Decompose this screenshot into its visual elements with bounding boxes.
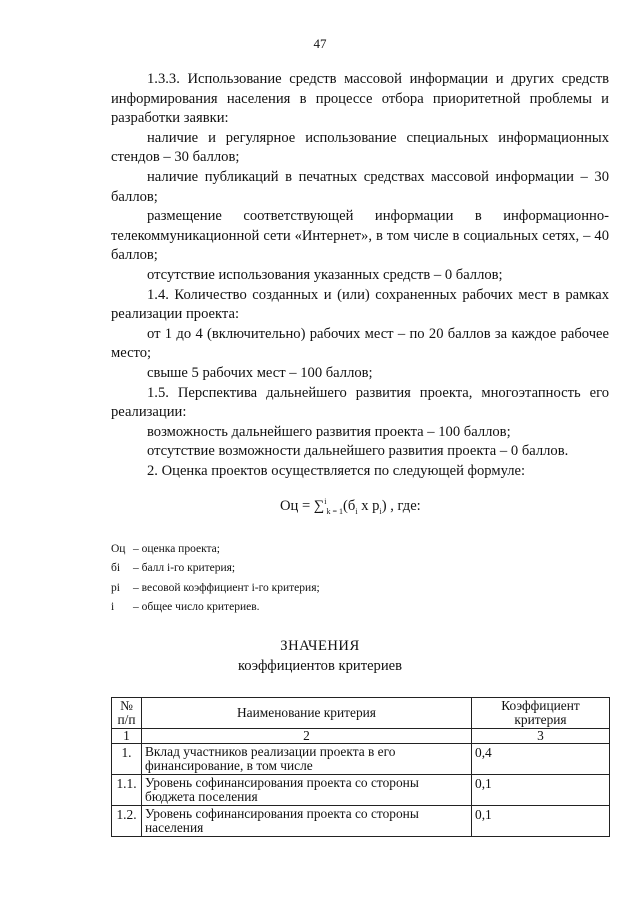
legend-symbol: pi xyxy=(111,581,120,594)
formula-sum-lower: k = 1 xyxy=(326,506,344,516)
paragraph-development-yes: возможность дальнейшего развития проекта – 100 баллов; xyxy=(147,423,511,440)
legend-row xyxy=(111,559,320,578)
document-body xyxy=(111,70,609,481)
row-coefficient: 0,1 xyxy=(472,806,610,837)
formula-index-b: i xyxy=(355,506,358,516)
score-formula xyxy=(280,497,421,516)
legend-text: – общее число критериев. xyxy=(133,601,260,614)
row-criterion: Уровень софинансирования проекта со стороны бюджета поселения xyxy=(142,775,472,806)
column-number: 2 xyxy=(142,729,472,744)
paragraph-jobs-1-4: от 1 до 4 (включительно) рабочих мест – по 20 баллов за каждое рабочее место; xyxy=(111,325,609,362)
formula-sum-upper: i xyxy=(324,497,327,506)
row-number: 1. xyxy=(112,744,142,775)
row-coefficient: 0,1 xyxy=(472,775,610,806)
row-coefficient: 0,4 xyxy=(472,744,610,775)
row-number: 1.2. xyxy=(112,806,142,837)
table-column-numbers-row xyxy=(112,729,610,744)
header-number: № п/п xyxy=(112,698,142,729)
legend-symbol: Оц xyxy=(111,543,126,555)
table-heading xyxy=(0,636,640,676)
legend-text: – весовой коэффициент i-го критерия; xyxy=(133,581,320,594)
legend-row xyxy=(111,579,320,598)
paragraph-development-no: отсутствие возможности дальнейшего развития проекта – 0 баллов. xyxy=(147,443,569,460)
formula-legend xyxy=(111,540,320,618)
header-coefficient: Коэффициент критерия xyxy=(472,698,610,729)
formula-close: ) xyxy=(381,497,387,514)
legend-row xyxy=(111,598,320,617)
legend-symbol: i xyxy=(111,601,115,614)
paragraph-1-4: 1.4. Количество созданных и (или) сохраненных рабочих мест в рамках реализации проекта: xyxy=(111,286,609,323)
formula-index-p: i xyxy=(379,506,382,516)
legend-text: – оценка проекта; xyxy=(133,543,220,555)
table-row xyxy=(112,806,610,837)
formula-lhs: Оц = xyxy=(280,497,314,514)
table-header-row xyxy=(112,698,610,729)
paragraph-publications: наличие публикаций в печатных средствах массовой информации – 30 баллов; xyxy=(111,168,609,205)
row-criterion: Уровень софинансирования проекта со стороны населения xyxy=(142,806,472,837)
row-criterion: Вклад участников реализации проекта в его финансирование, в том числе xyxy=(142,744,472,775)
formula-tail: , где: xyxy=(386,497,421,514)
column-number: 1 xyxy=(112,729,142,744)
paragraph-2: 2. Оценка проектов осуществляется по следующей формуле: xyxy=(147,462,526,479)
paragraph-jobs-over-5: свыше 5 рабочих мест – 100 баллов; xyxy=(147,364,373,381)
heading-subtitle: коэффициентов критериев xyxy=(237,658,403,674)
paragraph-no-media: отсутствие использования указанных средств – 0 баллов; xyxy=(147,266,503,283)
paragraph-stands: наличие и регулярное использование специальных информационных стендов – 30 баллов; xyxy=(111,129,609,166)
legend-row xyxy=(111,540,320,559)
page-number: 47 xyxy=(313,36,327,51)
paragraph-1-3-3: 1.3.3. Использование средств массовой информации и других средств информирования населения в процессе отбора приоритетной проблемы и разработки заявки: xyxy=(111,71,609,127)
table-row xyxy=(112,744,610,775)
legend-symbol: бi xyxy=(111,562,121,575)
paragraph-internet: размещение соответствующей информации в информационно-телекоммуникационной сети «Интернет», в том числе в социальных сетях, – 40 баллов; xyxy=(111,208,609,264)
legend-text: – балл i-го критерия; xyxy=(133,562,236,575)
formula-mult: x p xyxy=(357,497,380,514)
row-number: 1.1. xyxy=(112,775,142,806)
formula-sum-symbol: ∑ xyxy=(313,497,325,514)
header-name: Наименование критерия xyxy=(142,698,472,729)
table-row xyxy=(112,775,610,806)
column-number: 3 xyxy=(472,729,610,744)
paragraph-1-5: 1.5. Перспектива дальнейшего развития проекта, многоэтапность его реализации: xyxy=(111,384,609,421)
formula-open: (б xyxy=(343,497,356,514)
heading-title: ЗНАЧЕНИЯ xyxy=(280,638,360,654)
criteria-table xyxy=(111,697,610,837)
